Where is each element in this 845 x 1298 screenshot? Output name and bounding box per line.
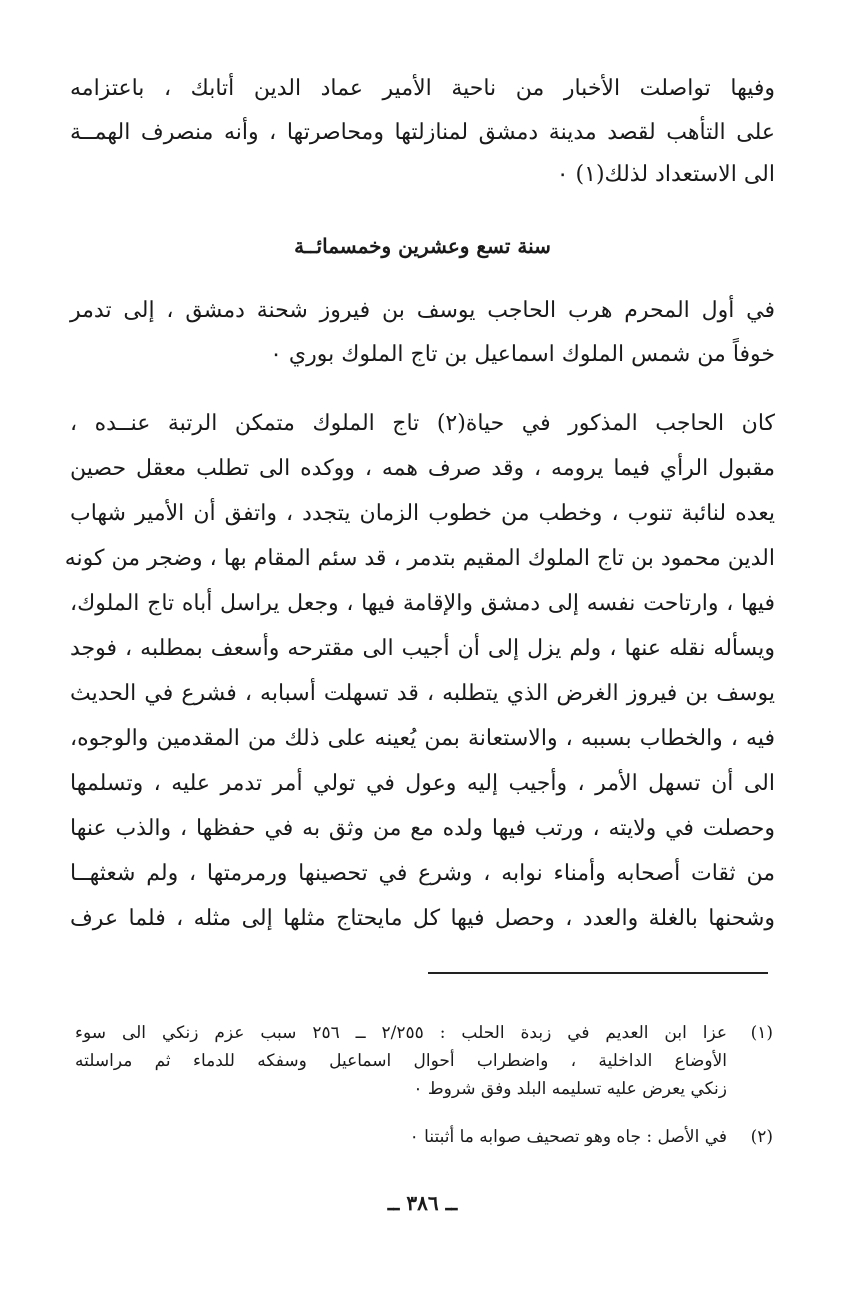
footnote-text: زنكي يعرض عليه تسليمه البلد وفق شروط ٠	[413, 1079, 727, 1099]
text-line: كان الحاجب المذكور في حياة(٢) تاج الملوك متمكن الرتبة عنــده ،	[70, 411, 775, 436]
section-heading: سنة تسع وعشرين وخمسمائــة	[294, 234, 551, 258]
text-line: يعده لنائبة تنوب ، وخطب من خطوب الزمان يتجدد ، واتفق أن الأمير شهاب	[70, 501, 775, 526]
text-line: ويسأله نقله عنها ، ولم يزل إلى أن أجيب الى مقترحه وأسعف بمطلبه ، فوجد	[70, 636, 775, 661]
text-line: فيه ، والخطاب بسببه ، والاستعانة بمن يُعينه على ذلك من المقدمين والوجوه،	[70, 726, 775, 751]
text-line: على التأهب لقصد مدينة دمشق لمنازلتها ومحاصرتها ، وأنه منصرف الهمــة	[70, 120, 775, 145]
footnote-text: عزا ابن العديم في زبدة الحلب : ٢/٢٥٥ ــ ٢٥٦ سبب عزم زنكي الى سوء	[75, 1023, 727, 1043]
text-line: يوسف بن فيروز الغرض الذي يتطلبه ، قد تسهلت أسبابه ، فشرع في الحديث	[70, 681, 775, 706]
footnote-number: (١)	[750, 1023, 773, 1043]
text-line: في أول المحرم هرب الحاجب يوسف بن فيروز شحنة دمشق ، إلى تدمر	[70, 298, 775, 323]
footnote-text: الأوضاع الداخلية ، واضطراب أحوال اسماعيل وسفكه للدماء ثم مراسلته	[75, 1051, 727, 1071]
page-number: ــ ٣٨٦ ــ	[387, 1191, 458, 1215]
text-line: فيها ، وارتاحت نفسه إلى دمشق والإقامة فيها ، وجعل يراسل أباه تاج الملوك،	[70, 591, 775, 616]
text-line: الى أن تسهل الأمر ، وأجيب إليه وعول في تولي أمر تدمر عليه ، وتسلمها	[70, 771, 775, 796]
footnote-text: في الأصل : جاه وهو تصحيف صوابه ما أثبتنا ٠	[409, 1127, 727, 1147]
text-line: الى الاستعداد لذلك(١) ٠	[556, 162, 775, 187]
text-line: وحصلت في ولايته ، ورتب فيها ولده مع من وثق به في حفظها ، والذب عنها	[70, 816, 775, 841]
text-line: مقبول الرأي فيما يرومه ، وقد صرف همه ، ووكده الى تطلب معقل حصين	[70, 456, 775, 481]
text-line: خوفاً من شمس الملوك اسماعيل بن تاج الملوك بوري ٠	[270, 342, 775, 367]
text-line: وفيها تواصلت الأخبار من ناحية الأمير عماد الدين أتابك ، باعتزامه	[70, 76, 775, 101]
text-line: وشحنها بالغلة والعدد ، وحصل فيها كل مايحتاج مثلها إلى مثله ، فلما عرف	[70, 906, 775, 931]
footnote-number: (٢)	[750, 1127, 773, 1147]
text-line: الدين محمود بن تاج الملوك المقيم بتدمر ، قد سئم المقام بها ، وضجر من كونه	[64, 546, 775, 571]
footnote-separator	[428, 972, 768, 974]
text-line: من ثقات أصحابه وأمناء نوابه ، وشرع في تحصينها ورمرمتها ، ولم شعثهــا	[70, 861, 775, 886]
